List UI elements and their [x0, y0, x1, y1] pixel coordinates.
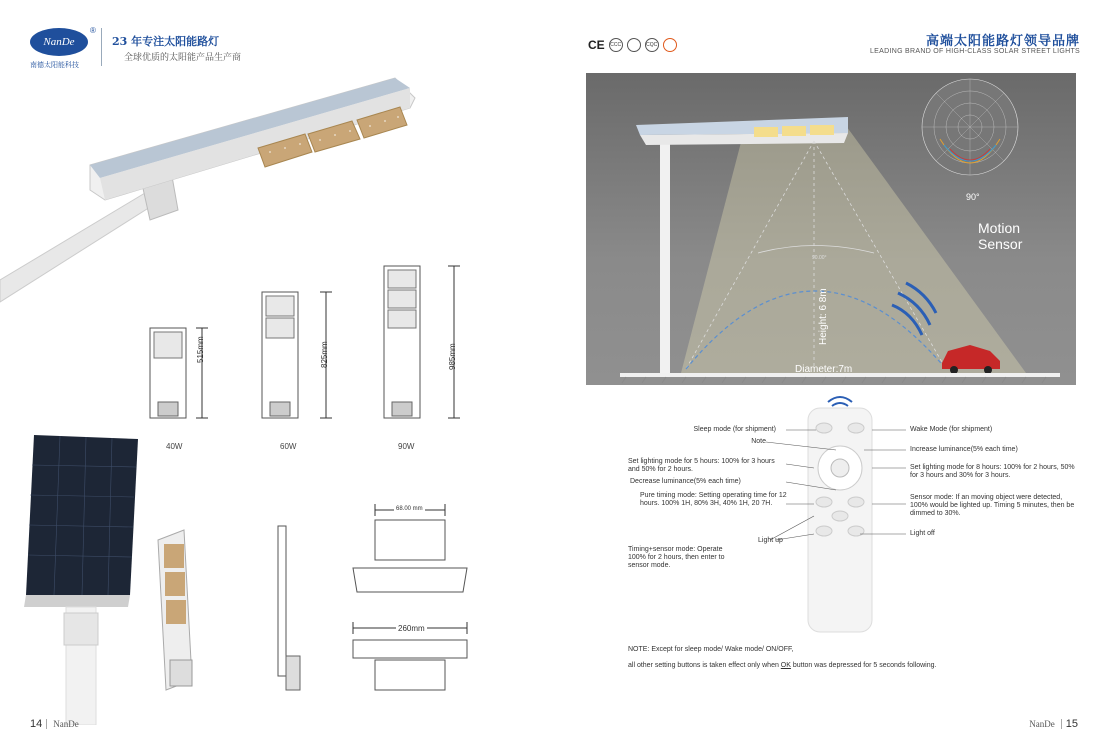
ann-light-up: Light up — [758, 537, 783, 544]
polar-degree-label: 90° — [966, 192, 980, 202]
model-60w-dim: 825mm — [320, 341, 329, 368]
ann-increase: Increase luminance(5% each time) — [910, 446, 1018, 453]
ann-timing-sensor: Timing+sensor mode: Operate 100% for 2 hours, then enter to sensor mode. — [628, 546, 725, 569]
ann-set-5-hours: Set lighting mode for 5 hours: 100% for 3 hours and 50% for 2 hours. — [628, 458, 775, 473]
ann-decrease: Decrease luminance(5% each time) — [630, 478, 741, 485]
brand-slogan-cn: 高端太阳能路灯领导品牌 — [925, 34, 1080, 49]
top-width-dim: 68.00 mm — [396, 506, 423, 512]
model-40w-dim: 515mm — [196, 336, 205, 363]
model-40w-label: 40W — [166, 442, 183, 451]
bottom-width-dim: 260mm — [398, 624, 425, 633]
header-divider — [101, 28, 102, 66]
header-title: 23 年专注太阳能路灯 — [112, 35, 220, 48]
note-line-2 — [628, 662, 936, 669]
ann-sensor-mode: Sensor mode: If an moving object were detected, 100% would be lighted up. Timing 5 minutes, then be dimmed to 30%. — [910, 494, 1075, 517]
note-ok-word: OK — [780, 662, 791, 669]
end-view-drawings — [345, 500, 475, 705]
nande-logo — [30, 26, 96, 72]
brand-slogan-en: LEADING BRAND OF HIGH-CLASS SOLAR STREET LIGHTS — [869, 48, 1080, 55]
footer-right — [1029, 718, 1078, 730]
note-line-2-post: button was depressed for 5 seconds following. — [790, 662, 937, 669]
footer-left — [30, 718, 79, 730]
model-60w-label: 60W — [280, 442, 297, 451]
ann-note: Note — [751, 438, 766, 445]
note-line-2-pre: all other setting buttons is taken effect only when — [628, 662, 781, 669]
model-90w-dim: 985mm — [448, 343, 457, 370]
cert-marks — [588, 38, 677, 52]
height-label: Height: 6 8m — [818, 288, 829, 345]
ann-wake-mode: Wake Mode (for shipment) — [910, 426, 993, 433]
ann-set-8-hours: Set lighting mode for 8 hours: 100% for 2 hours, 50% for 3 hours and 30% for 3 hours. — [910, 464, 1075, 479]
model-90w-label: 90W — [398, 442, 415, 451]
footer-brand-left: NanDe — [46, 719, 79, 729]
diameter-label: Diameter:7m — [795, 364, 853, 375]
model-90w-drawing — [384, 266, 460, 418]
header-subtitle: 全球优质的太阳能产品生产商 — [124, 53, 242, 63]
remote-leader-lines — [610, 420, 1100, 560]
dimension-drawings — [140, 262, 480, 432]
logo-registered-mark: ® — [90, 26, 96, 35]
page-number-right: 15 — [1065, 718, 1078, 730]
ann-pure-timing: Pure timing mode: Setting operating time for 12 hours. 100% 1H, 80% 3H, 40% 1H, 20 7H. — [640, 492, 787, 507]
note-line-1: NOTE: Except for sleep mode/ Wake mode/ ON/OFF, — [628, 646, 794, 653]
ann-light-off: Light off — [910, 530, 935, 537]
quality-mark-icon — [663, 38, 677, 52]
page-number-left: 14 — [30, 718, 43, 730]
ann-sleep-mode: Sleep mode (for shipment) — [693, 426, 776, 433]
angled-lamp-views — [150, 520, 310, 700]
motion-sensor-label: Motion Sensor — [978, 220, 1023, 252]
logo-oval: NanDe — [30, 28, 88, 56]
solar-panel-image — [20, 435, 140, 725]
cqc-mark: CQC — [645, 38, 659, 52]
logo-chinese-name: 南德太阳能科技 — [30, 61, 79, 69]
beam-angle-label: 90.00° — [812, 255, 827, 261]
footer-brand-right: NanDe — [1029, 719, 1062, 729]
cert-seal-icon — [627, 38, 641, 52]
ce-mark: CE — [588, 38, 605, 52]
ccc-mark: CCC — [609, 38, 623, 52]
